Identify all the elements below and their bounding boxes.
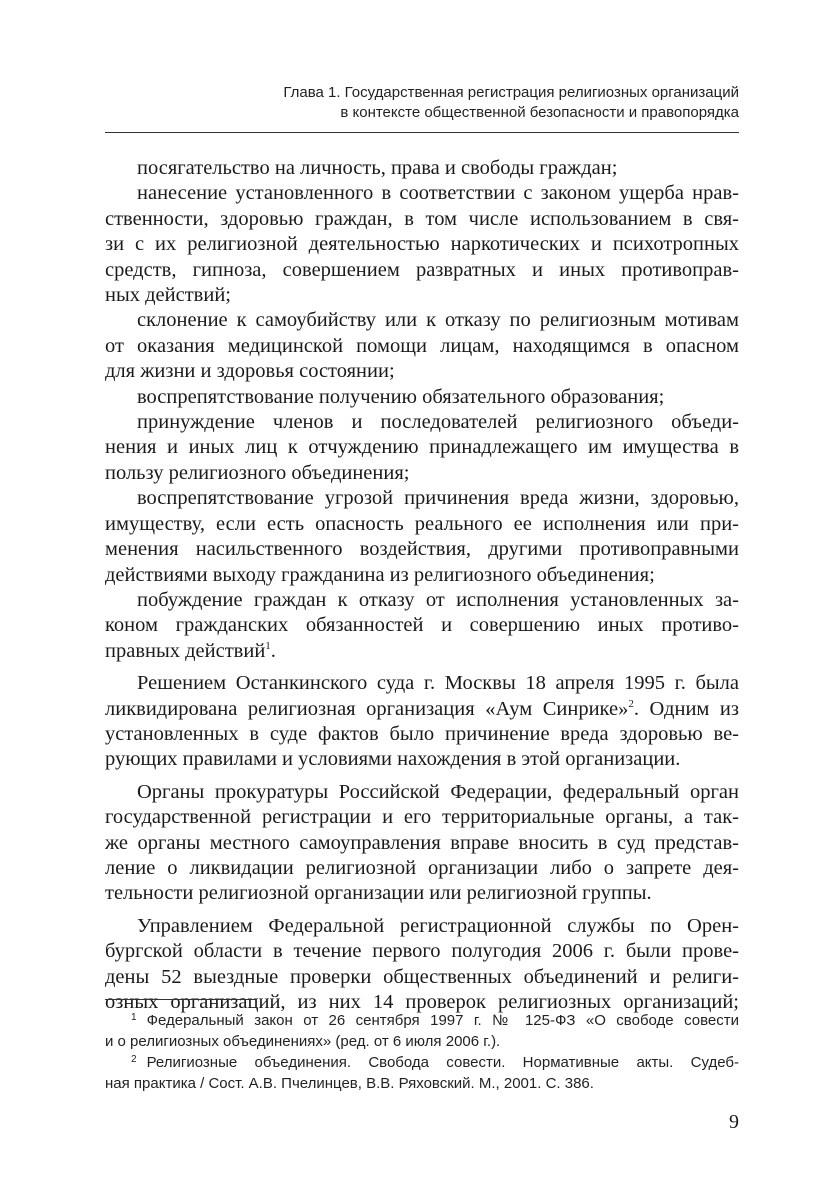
paragraph: [105, 181, 739, 308]
text-line: побуждение граждан к отказу от исполнения установленных за-: [137, 588, 739, 611]
text-line: посягательство на личность, права и свободы граждан;: [137, 157, 618, 179]
text-line: склонение к самоубийству или к отказу по религиозным мотивам: [137, 309, 739, 332]
text-line: же органы местного самоуправления вправе вносить в суд представ-: [105, 831, 739, 854]
text-line: ных действий;: [105, 284, 231, 307]
text-fragment: Федеральный закон от 26 сентября 1997 г. № 125-ФЗ «О свободе совести: [146, 1012, 739, 1029]
footnote-line: ная практика / Сост. А.В. Пчелинцев, В.В. Ряховский. М., 2001. С. 386.: [105, 1075, 594, 1092]
paragraph: [105, 308, 739, 384]
text-line: рующих правилами и условиями нахождения в этой организации.: [105, 748, 681, 771]
running-head-line-1: Глава 1. Государственная регистрация религиозных организаций: [283, 84, 739, 101]
paragraph: [105, 780, 739, 907]
text-line: нения и иных лиц к отчуждению принадлежащего им имущества в: [105, 436, 739, 459]
text-line: [105, 697, 739, 722]
running-head: [105, 83, 739, 123]
footnote-ref-2[interactable]: 2: [628, 697, 634, 710]
text-line: Органы прокуратуры Российской Федерации, федеральный орган: [137, 780, 739, 803]
paragraph: [105, 486, 739, 588]
text-line: ственности, здоровью граждан, в том числе использованием в свя-: [105, 207, 739, 230]
paragraph: [105, 914, 739, 1016]
footnote-mark: 2: [131, 1054, 137, 1065]
text-line: имуществу, если есть опасность реального ее исполнения или при-: [105, 512, 739, 535]
text-line: от оказания медицинской помощи лицам, находящимся в опасном: [105, 334, 739, 357]
text-line: Решением Останкинского суда г. Москвы 18 апреля 1995 г. была: [137, 672, 739, 695]
text-line: действиями выходу гражданина из религиозного объединения;: [105, 563, 655, 586]
footnotes: [105, 1010, 739, 1094]
body-text: [105, 156, 739, 1015]
text-line: ление о ликвидации религиозной организации либо о запрете дея-: [105, 856, 739, 879]
text-line: Управлением Федеральной регистрационной службы по Орен-: [137, 914, 739, 937]
text-line: воспрепятствование получению обязательного образования;: [137, 385, 665, 408]
paragraph: [105, 156, 739, 181]
footnote-divider: [105, 999, 257, 1000]
footnote-line: [105, 1010, 739, 1031]
text-line: средств, гипноза, совершением развратных и иных противоправ-: [105, 258, 739, 281]
text-fragment: правных действий: [105, 639, 266, 662]
paragraph: [105, 410, 739, 486]
text-line: принуждение членов и последователей религиозного объеди-: [137, 411, 739, 434]
text-line: менения насильственного воздействия, другими противоправными: [105, 538, 739, 561]
text-line: государственной регистрации и его территориальные органы, а так-: [105, 806, 739, 829]
footnote-line: и о религиозных объединениях» (ред. от 6 июля 2006 г.).: [105, 1033, 501, 1050]
text-line: для жизни и здоровья состоянии;: [105, 360, 395, 383]
text-line: воспрепятствование угрозой причинения вреда жизни, здоровью,: [137, 487, 739, 510]
text-line: бургской области в течение первого полугодия 2006 г. были прове-: [105, 940, 739, 963]
footnote-ref-1[interactable]: 1: [265, 639, 271, 652]
text-line: нанесение установленного в соответствии с законом ущерба нрав-: [137, 182, 739, 205]
paragraph: [105, 385, 739, 410]
page-number: 9: [729, 1111, 739, 1133]
text-fragment: . Одним из: [633, 697, 740, 720]
paragraph: [105, 588, 739, 664]
footnote-mark: 1: [131, 1012, 137, 1023]
text-line: дены 52 выездные проверки общественных объединений и религи-: [105, 965, 739, 988]
footnote-1: [105, 1010, 739, 1052]
text-line: озных организаций, из них 14 проверок религиозных организаций;: [105, 991, 739, 1013]
text-fragment: Религиозные объединения. Свобода совести. Нормативные акты. Судеб-: [146, 1054, 739, 1071]
text-line: правных действий$^1$.: [105, 639, 276, 662]
footnote-line: [105, 1052, 739, 1073]
text-line: коном гражданских обязанностей и совершению иных противо-: [105, 614, 739, 637]
text-line: пользу религиозного объединения;: [105, 461, 410, 484]
text-line: зи с их религиозной деятельностью наркотических и психотропных: [105, 233, 739, 256]
text-line: тельности религиозной организации или религиозной группы.: [105, 882, 652, 905]
footnote-2: [105, 1052, 739, 1094]
header-divider: [105, 132, 739, 133]
paragraph: [105, 671, 739, 773]
running-head-line-2: в контексте общественной безопасности и правопорядка: [340, 104, 739, 121]
text-fragment: ликвидирована религиозная организация «Аум Синрике»: [105, 697, 629, 720]
text-line: установленных в суде фактов было причинение вреда здоровью ве-: [105, 722, 739, 745]
